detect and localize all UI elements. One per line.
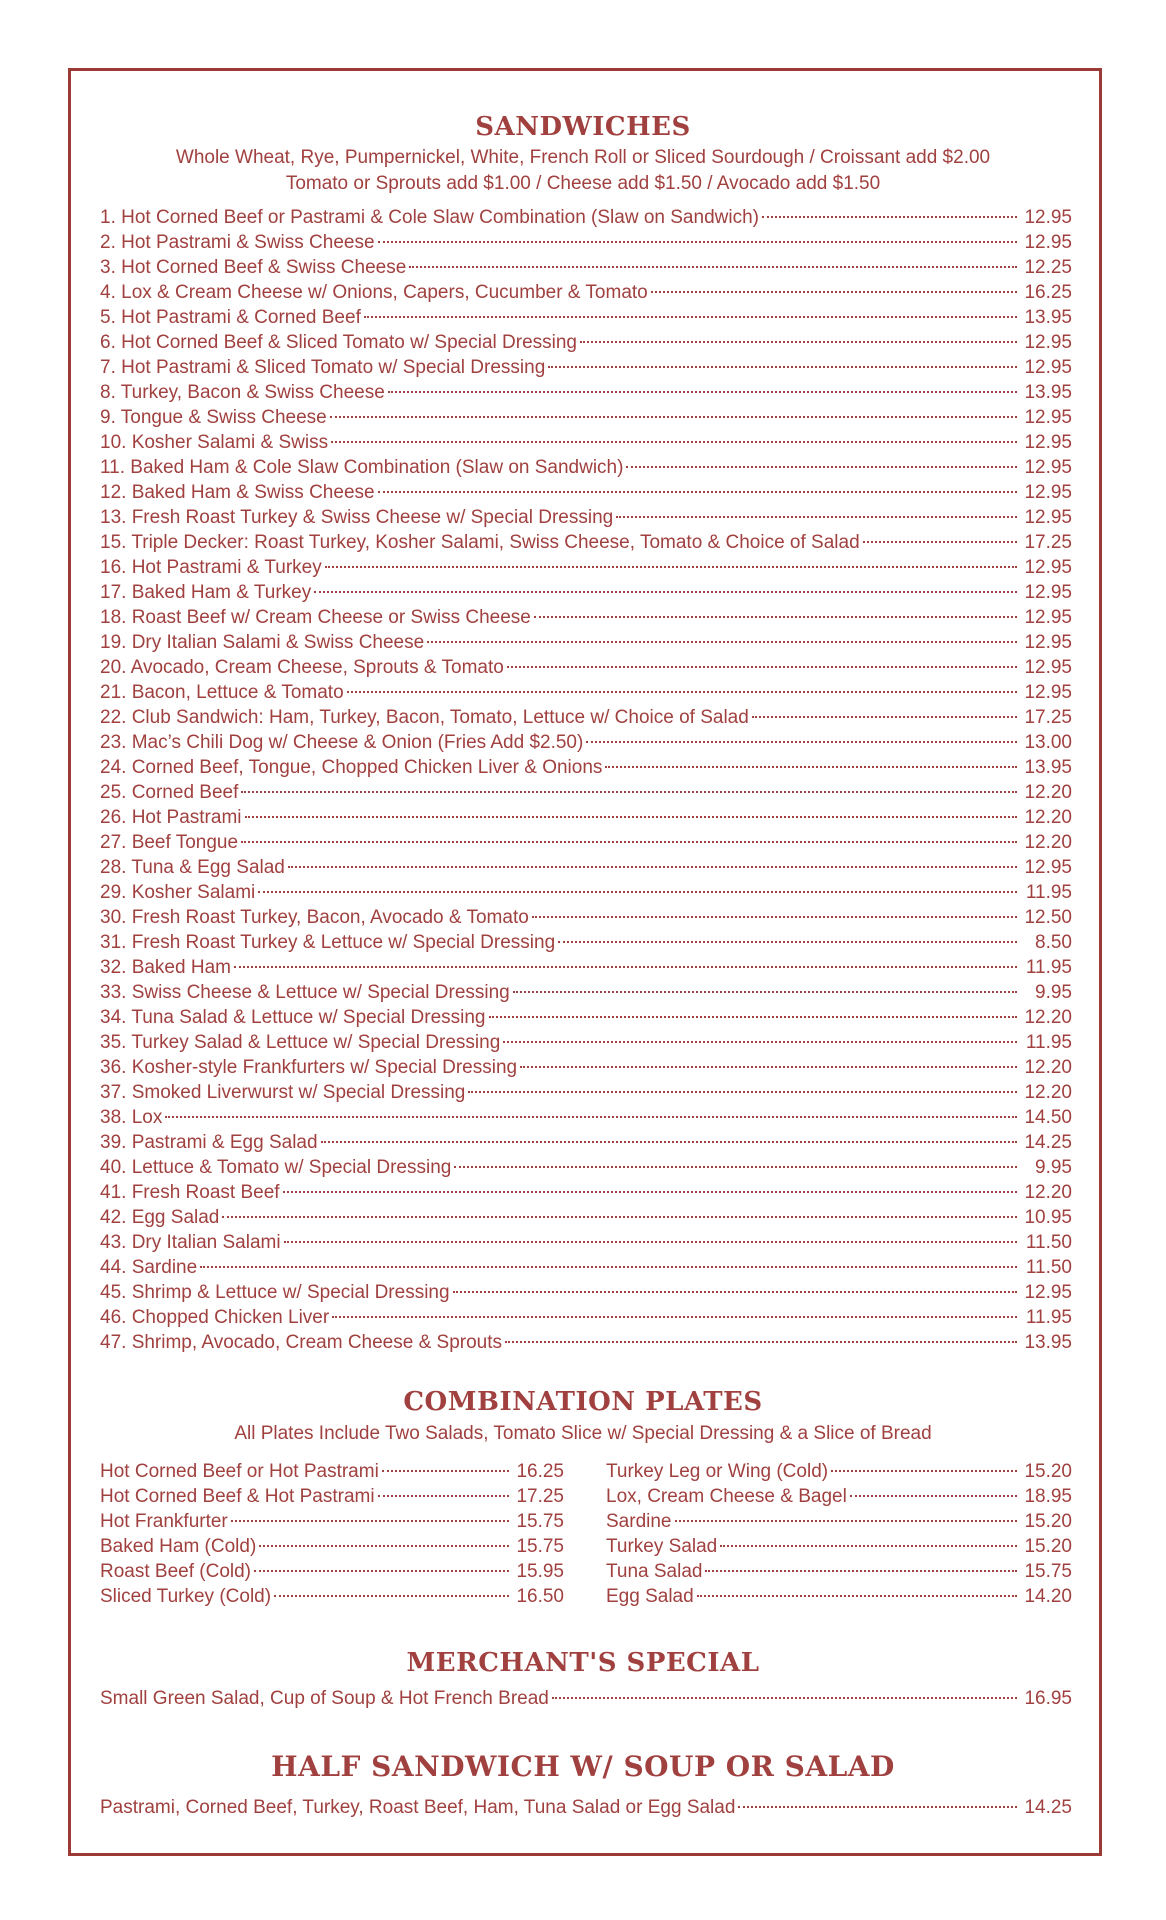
menu-item — [100, 1055, 1072, 1080]
menu-item-price: 12.20 — [1024, 1057, 1072, 1078]
menu-item — [100, 1180, 1072, 1205]
menu-item-price: 8.50 — [1035, 932, 1072, 953]
menu-item-price: 15.75 — [1024, 1561, 1072, 1582]
menu-item-price: 12.95 — [1024, 1282, 1072, 1303]
menu-item-price: 12.95 — [1024, 632, 1072, 653]
menu-item-name: 32. Baked Ham — [100, 957, 231, 978]
menu-item — [606, 1459, 1072, 1484]
dot-leader — [705, 1570, 1017, 1572]
menu-item — [100, 1205, 1072, 1230]
menu-item-name: 29. Kosher Salami — [100, 882, 256, 903]
menu-item — [100, 955, 1072, 980]
menu-item-price: 12.95 — [1024, 482, 1072, 503]
menu-item-price: 11.95 — [1025, 1307, 1072, 1328]
menu-item-name: Baked Ham (Cold) — [100, 1536, 257, 1557]
menu-item-name: Lox, Cream Cheese & Bagel — [606, 1486, 847, 1507]
menu-item — [100, 1230, 1072, 1255]
menu-item-name: 4. Lox & Cream Cheese w/ Onions, Capers, Cucumber & Tomato — [100, 282, 648, 303]
menu-item-name: 37. Smoked Liverwurst w/ Special Dressing — [100, 1082, 466, 1103]
dot-leader — [552, 1697, 1017, 1699]
dot-leader — [382, 1470, 509, 1472]
menu-item-name: 8. Turkey, Bacon & Swiss Cheese — [100, 382, 385, 403]
combination-right-list — [606, 1459, 1072, 1609]
combination-subtitle: All Plates Include Two Salads, Tomato Slice w/ Special Dressing & a Slice of Bread — [234, 1423, 932, 1444]
dot-leader — [234, 966, 1017, 968]
menu-item-price: 17.25 — [1024, 707, 1072, 728]
menu-item-price: 12.95 — [1024, 457, 1072, 478]
menu-item-name: 13. Fresh Roast Turkey & Swiss Cheese w/ Special Dressing — [100, 507, 614, 528]
menu-item-name: 12. Baked Ham & Swiss Cheese — [100, 482, 375, 503]
menu-item-price: 12.95 — [1024, 657, 1072, 678]
menu-item — [100, 705, 1072, 730]
menu-item — [100, 1584, 564, 1609]
menu-item-name: 40. Lettuce & Tomato w/ Special Dressing — [100, 1157, 452, 1178]
menu-item — [100, 205, 1072, 230]
sandwiches-title: SANDWICHES — [475, 112, 691, 142]
dot-leader — [378, 491, 1017, 493]
menu-item-price: 12.95 — [1024, 357, 1072, 378]
dot-leader — [505, 1341, 1017, 1343]
dot-leader — [831, 1470, 1017, 1472]
dot-leader — [454, 1166, 1017, 1168]
menu-item-name: Sliced Turkey (Cold) — [100, 1586, 272, 1607]
menu-item-price: 16.50 — [516, 1586, 564, 1607]
menu-item — [100, 1459, 564, 1484]
dot-leader — [507, 666, 1017, 668]
menu-item-price: 13.95 — [1024, 757, 1072, 778]
dot-leader — [580, 341, 1017, 343]
menu-item-price: 15.20 — [1024, 1536, 1072, 1557]
menu-item-price: 10.95 — [1024, 1207, 1072, 1228]
menu-item-name: 33. Swiss Cheese & Lettuce w/ Special Dressing — [100, 982, 510, 1003]
menu-item — [100, 1330, 1072, 1355]
menu-item — [100, 480, 1072, 505]
dot-leader — [697, 1595, 1017, 1597]
menu-item-price: 11.95 — [1025, 882, 1072, 903]
menu-item-price: 11.95 — [1025, 957, 1072, 978]
menu-item — [100, 655, 1072, 680]
menu-item-price: 15.75 — [516, 1536, 564, 1557]
menu-item — [606, 1484, 1072, 1509]
menu-item-name: 1. Hot Corned Beef or Pastrami & Cole Slaw Combination (Slaw on Sandwich) — [100, 207, 759, 228]
dot-leader — [259, 1545, 509, 1547]
menu-item-name: 21. Bacon, Lettuce & Tomato — [100, 682, 344, 703]
menu-item-price: 12.95 — [1024, 232, 1072, 253]
dot-leader — [453, 1291, 1017, 1293]
dot-leader — [258, 891, 1017, 893]
menu-item-name: 27. Beef Tongue — [100, 832, 239, 853]
menu-item-price: 11.95 — [1025, 1032, 1072, 1053]
menu-item-price: 12.95 — [1024, 557, 1072, 578]
menu-item — [100, 1080, 1072, 1105]
dot-leader — [274, 1595, 509, 1597]
menu-item-name: Turkey Salad — [606, 1536, 718, 1557]
menu-item-name: 31. Fresh Roast Turkey & Lettuce w/ Special Dressing — [100, 932, 556, 953]
menu-item — [606, 1584, 1072, 1609]
combination-title: COMBINATION PLATES — [403, 1387, 763, 1417]
dot-leader — [245, 816, 1018, 818]
menu-item-price: 13.95 — [1024, 382, 1072, 403]
dot-leader — [534, 616, 1017, 618]
menu-item-price: 18.95 — [1024, 1486, 1072, 1507]
menu-item-name: 46. Chopped Chicken Liver — [100, 1307, 330, 1328]
menu-item — [100, 355, 1072, 380]
dot-leader — [330, 416, 1017, 418]
menu-item — [100, 805, 1072, 830]
menu-item-name: 34. Tuna Salad & Lettuce w/ Special Dressing — [100, 1007, 486, 1028]
menu-item-name: 16. Hot Pastrami & Turkey — [100, 557, 322, 578]
dot-leader — [325, 566, 1017, 568]
dot-leader — [241, 841, 1017, 843]
menu-item-name: 43. Dry Italian Salami — [100, 1232, 281, 1253]
dot-leader — [388, 391, 1017, 393]
menu-item-price: 13.00 — [1024, 732, 1072, 753]
sandwiches-subtitle-bread: Whole Wheat, Rye, Pumpernickel, White, French Roll or Sliced Sourdough / Croissant add $2.00 — [175, 147, 991, 168]
menu-item — [100, 280, 1072, 305]
menu-item — [100, 1484, 564, 1509]
menu-item — [100, 1105, 1072, 1130]
menu-item-name: Small Green Salad, Cup of Soup & Hot French Bread — [100, 1688, 549, 1709]
menu-item — [100, 880, 1072, 905]
menu-item-name: 19. Dry Italian Salami & Swiss Cheese — [100, 632, 425, 653]
dot-leader — [231, 1520, 509, 1522]
menu-item-name: 10. Kosher Salami & Swiss — [100, 432, 329, 453]
merchant-title: MERCHANT'S SPECIAL — [406, 1648, 760, 1678]
menu-item-price: 9.95 — [1035, 982, 1072, 1003]
dot-leader — [284, 1241, 1017, 1243]
half-sandwich-item — [100, 1795, 1072, 1820]
dot-leader — [254, 1570, 509, 1572]
menu-item — [100, 255, 1072, 280]
menu-item-price: 12.50 — [1024, 907, 1072, 928]
menu-item-name: 9. Tongue & Swiss Cheese — [100, 407, 327, 428]
dot-leader — [863, 541, 1017, 543]
menu-item — [100, 980, 1072, 1005]
dot-leader — [332, 1316, 1017, 1318]
menu-item — [606, 1509, 1072, 1534]
dot-leader — [605, 766, 1017, 768]
menu-item-price: 17.25 — [1024, 532, 1072, 553]
dot-leader — [321, 1141, 1017, 1143]
combination-left-list — [100, 1459, 564, 1609]
menu-item-name: 11. Baked Ham & Cole Slaw Combination (Slaw on Sandwich) — [100, 457, 624, 478]
menu-item — [606, 1559, 1072, 1584]
dot-leader — [520, 1066, 1017, 1068]
menu-item — [100, 1030, 1072, 1055]
menu-item-name: 20. Avocado, Cream Cheese, Sprouts & Tomato — [100, 657, 504, 678]
menu-item — [100, 230, 1072, 255]
menu-item — [100, 505, 1072, 530]
half-sandwich-title: HALF SANDWICH W/ SOUP OR SALAD — [271, 1750, 895, 1783]
merchant-item — [100, 1686, 1072, 1711]
dot-leader — [558, 941, 1017, 943]
menu-item — [100, 1155, 1072, 1180]
dot-leader — [427, 641, 1017, 643]
dot-leader — [409, 266, 1017, 268]
menu-item-name: 35. Turkey Salad & Lettuce w/ Special Dressing — [100, 1032, 501, 1053]
menu-item — [100, 580, 1072, 605]
menu-item-name: 26. Hot Pastrami — [100, 807, 242, 828]
dot-leader — [331, 441, 1017, 443]
dot-leader — [200, 1266, 1017, 1268]
menu-item-price: 13.95 — [1024, 307, 1072, 328]
menu-item-price: 12.95 — [1024, 507, 1072, 528]
menu-item-name: Pastrami, Corned Beef, Turkey, Roast Beef, Ham, Tuna Salad or Egg Salad — [100, 1797, 736, 1818]
menu-item — [100, 405, 1072, 430]
menu-item-price: 12.95 — [1024, 857, 1072, 878]
menu-item-name: 28. Tuna & Egg Salad — [100, 857, 285, 878]
menu-item-name: 25. Corned Beef — [100, 782, 239, 803]
dot-leader — [378, 241, 1017, 243]
menu-item — [100, 855, 1072, 880]
menu-item-price: 15.20 — [1024, 1511, 1072, 1532]
menu-item-price: 12.20 — [1024, 1182, 1072, 1203]
menu-item — [100, 330, 1072, 355]
dot-leader — [675, 1520, 1018, 1522]
dot-leader — [738, 1806, 1017, 1808]
menu-item-name: 18. Roast Beef w/ Cream Cheese or Swiss Cheese — [100, 607, 531, 628]
dot-leader — [513, 991, 1017, 993]
menu-item-price: 16.25 — [1024, 282, 1072, 303]
menu-item — [100, 1534, 564, 1559]
menu-item-price: 12.20 — [1024, 1082, 1072, 1103]
menu-item-name: Sardine — [606, 1511, 672, 1532]
menu-item-price: 17.25 — [516, 1486, 564, 1507]
menu-item — [100, 830, 1072, 855]
dot-leader — [165, 1116, 1017, 1118]
menu-item-name: 15. Triple Decker: Roast Turkey, Kosher Salami, Swiss Cheese, Tomato & Choice of Salad — [100, 532, 860, 553]
dot-leader — [489, 1016, 1017, 1018]
menu-item-name: 39. Pastrami & Egg Salad — [100, 1132, 318, 1153]
sandwiches-subtitle-addons: Tomato or Sprouts add $1.00 / Cheese add $1.50 / Avocado add $1.50 — [285, 173, 881, 194]
menu-item-price: 15.95 — [516, 1561, 564, 1582]
dot-leader — [283, 1191, 1017, 1193]
menu-item — [100, 430, 1072, 455]
menu-item-name: 41. Fresh Roast Beef — [100, 1182, 280, 1203]
menu-item-name: Hot Corned Beef & Hot Pastrami — [100, 1486, 375, 1507]
menu-item-price: 12.20 — [1024, 807, 1072, 828]
menu-item — [100, 605, 1072, 630]
dot-leader — [651, 291, 1017, 293]
menu-item-name: 44. Sardine — [100, 1257, 198, 1278]
menu-item-price: 13.95 — [1024, 1332, 1072, 1353]
menu-item-name: Roast Beef (Cold) — [100, 1561, 252, 1582]
menu-item-name: Hot Corned Beef or Hot Pastrami — [100, 1461, 379, 1482]
menu-item-price: 12.25 — [1024, 257, 1072, 278]
menu-item-price: 12.20 — [1024, 1007, 1072, 1028]
menu-item-price: 12.95 — [1024, 607, 1072, 628]
menu-item — [100, 1280, 1072, 1305]
menu-item — [100, 730, 1072, 755]
menu-item — [100, 930, 1072, 955]
menu-item-name: 30. Fresh Roast Turkey, Bacon, Avocado & Tomato — [100, 907, 529, 928]
menu-item-name: 22. Club Sandwich: Ham, Turkey, Bacon, Tomato, Lettuce w/ Choice of Salad — [100, 707, 749, 728]
menu-item-name: Turkey Leg or Wing (Cold) — [606, 1461, 829, 1482]
dot-leader — [752, 716, 1017, 718]
dot-leader — [720, 1545, 1017, 1547]
menu-item-price: 11.50 — [1025, 1257, 1072, 1278]
menu-item — [100, 380, 1072, 405]
menu-item-name: 45. Shrimp & Lettuce w/ Special Dressing — [100, 1282, 450, 1303]
menu-item — [100, 1305, 1072, 1330]
menu-item-price: 16.95 — [1024, 1688, 1072, 1709]
dot-leader — [314, 591, 1017, 593]
menu-item — [100, 1255, 1072, 1280]
menu-item — [100, 530, 1072, 555]
menu-item — [100, 455, 1072, 480]
menu-item-price: 15.20 — [1024, 1461, 1072, 1482]
dot-leader — [222, 1216, 1017, 1218]
menu-item-price: 12.95 — [1024, 582, 1072, 603]
menu-item-price: 14.50 — [1024, 1107, 1072, 1128]
menu-item-price: 11.50 — [1025, 1232, 1072, 1253]
menu-item-name: Tuna Salad — [606, 1561, 703, 1582]
menu-item-price: 12.95 — [1024, 207, 1072, 228]
menu-item — [100, 630, 1072, 655]
dot-leader — [468, 1091, 1017, 1093]
menu-item-name: 3. Hot Corned Beef & Swiss Cheese — [100, 257, 407, 278]
menu-item-name: 36. Kosher-style Frankfurters w/ Special Dressing — [100, 1057, 518, 1078]
menu-item-price: 12.95 — [1024, 682, 1072, 703]
menu-item-name: 17. Baked Ham & Turkey — [100, 582, 312, 603]
menu-item-price: 12.95 — [1024, 432, 1072, 453]
sandwich-list — [100, 205, 1072, 1355]
menu-item-name: 42. Egg Salad — [100, 1207, 220, 1228]
menu-item-price: 12.95 — [1024, 407, 1072, 428]
menu-item — [100, 755, 1072, 780]
dot-leader — [548, 366, 1017, 368]
menu-item — [100, 1509, 564, 1534]
menu-item-price: 14.20 — [1024, 1586, 1072, 1607]
dot-leader — [288, 866, 1017, 868]
menu-item — [100, 1559, 564, 1584]
menu-item — [100, 305, 1072, 330]
dot-leader — [378, 1495, 509, 1497]
menu-item-name: 2. Hot Pastrami & Swiss Cheese — [100, 232, 375, 253]
menu-item-price: 14.25 — [1024, 1797, 1072, 1818]
menu-item — [606, 1534, 1072, 1559]
menu-item-name: 6. Hot Corned Beef & Sliced Tomato w/ Special Dressing — [100, 332, 577, 353]
menu-item-price: 9.95 — [1035, 1157, 1072, 1178]
menu-item — [100, 680, 1072, 705]
menu-item-price: 14.25 — [1024, 1132, 1072, 1153]
menu-item-name: Hot Frankfurter — [100, 1511, 228, 1532]
dot-leader — [364, 316, 1017, 318]
dot-leader — [532, 916, 1017, 918]
menu-item — [100, 905, 1072, 930]
dot-leader — [586, 741, 1017, 743]
menu-item-price: 16.25 — [516, 1461, 564, 1482]
menu-item — [100, 1130, 1072, 1155]
menu-item-name: 23. Mac’s Chili Dog w/ Cheese & Onion (Fries Add $2.50) — [100, 732, 584, 753]
menu-item-name: 5. Hot Pastrami & Corned Beef — [100, 307, 361, 328]
menu-item — [100, 1005, 1072, 1030]
dot-leader — [503, 1041, 1017, 1043]
dot-leader — [241, 791, 1017, 793]
menu-item-price: 12.20 — [1024, 832, 1072, 853]
menu-item-name: Egg Salad — [606, 1586, 694, 1607]
menu-item-price: 12.95 — [1024, 332, 1072, 353]
menu-item — [100, 555, 1072, 580]
menu-item-name: 47. Shrimp, Avocado, Cream Cheese & Sprouts — [100, 1332, 503, 1353]
menu-item-price: 12.20 — [1024, 782, 1072, 803]
dot-leader — [850, 1495, 1017, 1497]
dot-leader — [616, 516, 1017, 518]
dot-leader — [626, 466, 1017, 468]
menu-item — [100, 780, 1072, 805]
dot-leader — [347, 691, 1017, 693]
menu-item-name: 38. Lox — [100, 1107, 163, 1128]
dot-leader — [762, 216, 1017, 218]
menu-item-name: 24. Corned Beef, Tongue, Chopped Chicken Liver & Onions — [100, 757, 603, 778]
menu-item-price: 15.75 — [516, 1511, 564, 1532]
menu-item-name: 7. Hot Pastrami & Sliced Tomato w/ Special Dressing — [100, 357, 546, 378]
